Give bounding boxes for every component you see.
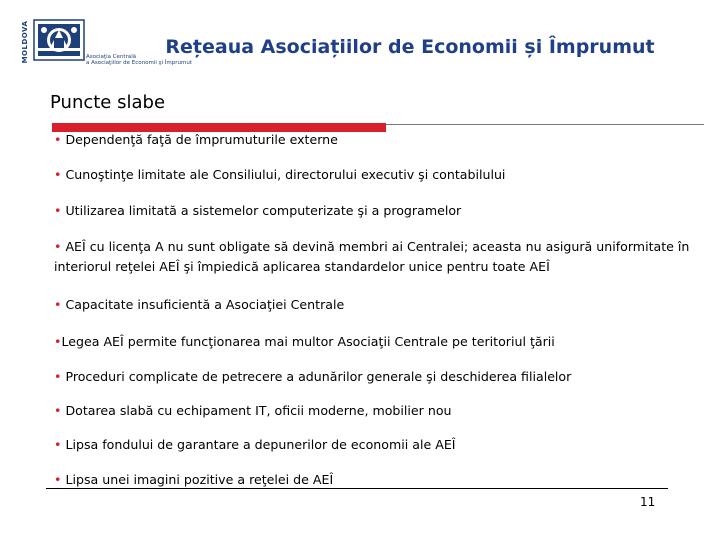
bullet-text: Dotarea slabă cu echipament IT, oficii moderne, mobilier nou: [61, 403, 452, 418]
bullet-item: [54, 130, 704, 150]
bullet-marker: •: [54, 369, 62, 384]
bullet-text: Lipsa unei imagini pozitive a reţelei de AEÎ: [61, 472, 334, 487]
organization-logo: [18, 16, 193, 74]
bullet-marker: •: [54, 167, 62, 182]
bullet-marker: •: [54, 472, 62, 487]
bullet-marker: •: [54, 437, 62, 452]
bullet-item: [54, 295, 704, 315]
footer-rule: [46, 488, 668, 489]
logo-text-line-1: Asociaţia Centrală: [86, 54, 137, 60]
bullet-text: Proceduri complicate de petrecere a adunărilor generale şi deschiderea filialelor: [61, 369, 572, 384]
header-rule: [386, 124, 704, 125]
bullet-text: Utilizarea limitată a sistemelor computerizate şi a programelor: [61, 203, 462, 218]
bullet-marker: •: [54, 132, 62, 147]
logo-vertical-text: MOLDOVA: [21, 20, 29, 64]
bullet-item: [54, 401, 704, 421]
bullet-item: [54, 435, 704, 455]
bullet-item: [54, 237, 704, 277]
bullet-marker: •: [54, 239, 62, 254]
bullet-item: [54, 201, 704, 221]
logo-text-line-2: a Asociaţiilor de Economii şi Împrumut: [86, 60, 193, 66]
bullet-text: Dependenţă faţă de împrumuturile externe: [61, 132, 338, 147]
logo-vertical-label: [18, 16, 30, 74]
bullet-marker: •: [54, 403, 62, 418]
bullet-item: [54, 165, 704, 185]
section-subtitle: Puncte slabe: [50, 92, 166, 113]
page-number: 11: [640, 495, 656, 509]
bullet-text: Legea AEÎ permite funcţionarea mai multor Asociaţii Centrale pe teritoriul ţării: [61, 334, 555, 349]
bullet-item: [54, 470, 704, 490]
bullet-text: AEÎ cu licenţa A nu sunt obligate să devină membri ai Centralei; aceasta nu asigură uniformitate în interiorul reţelei AEÎ şi împiedică aplicarea standardelor unice pentru toate AEÎ: [54, 239, 690, 274]
bullet-marker: •: [54, 297, 62, 312]
bullet-text: Cunoştinţe limitate ale Consiliului, directorului executiv şi contabilului: [61, 167, 506, 182]
logo-text-block: [86, 54, 193, 66]
bullet-item: [54, 367, 704, 387]
bullet-marker: •: [54, 203, 62, 218]
bullet-text: Lipsa fondului de garantare a depunerilor de economii ale AEÎ: [61, 437, 456, 452]
bullet-item: [54, 332, 704, 352]
bullet-text: Capacitate insuficientă a Asociaţiei Centrale: [61, 297, 345, 312]
bullet-marker: •: [54, 334, 62, 349]
page-title: Rețeaua Asociațiilor de Economii și Împrumut: [165, 36, 655, 58]
